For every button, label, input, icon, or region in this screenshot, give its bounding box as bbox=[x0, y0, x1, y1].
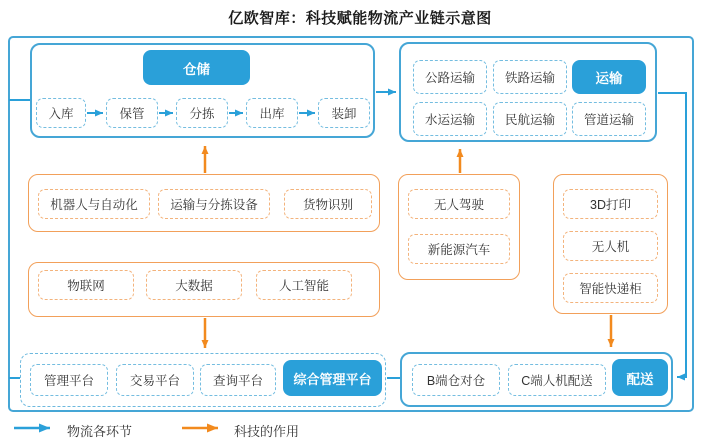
delivery-c-drone: C端人机配送 bbox=[508, 364, 606, 396]
tech-sorting-equipment: 运输与分拣设备 bbox=[158, 189, 270, 219]
step-outbound: 出库 bbox=[246, 98, 298, 128]
legend-technology-label: 科技的作用 bbox=[234, 424, 300, 439]
tech-drone: 无人机 bbox=[563, 231, 658, 261]
tech-3d-printing: 3D打印 bbox=[563, 189, 658, 219]
tech-robotics: 机器人与自动化 bbox=[38, 189, 150, 219]
step-loading: 装卸 bbox=[318, 98, 370, 128]
tech-ai: 人工智能 bbox=[256, 270, 352, 300]
delivery-b2b: B端仓对仓 bbox=[412, 364, 500, 396]
tech-autonomous-driving: 无人驾驶 bbox=[408, 189, 510, 219]
mode-road: 公路运输 bbox=[413, 60, 487, 94]
diagram-title: 亿欧智库：科技赋能物流产业链示意图 bbox=[228, 10, 492, 27]
tech-iot: 物联网 bbox=[38, 270, 134, 300]
platform-trading: 交易平台 bbox=[116, 364, 194, 396]
step-inbound: 入库 bbox=[36, 98, 86, 128]
transport-stage-button: 运输 bbox=[572, 60, 646, 94]
tech-big-data: 大数据 bbox=[146, 270, 242, 300]
mode-air: 民航运输 bbox=[493, 102, 567, 136]
mode-pipeline: 管道运输 bbox=[572, 102, 646, 136]
legend-logistics-label: 物流各环节 bbox=[67, 424, 133, 439]
tech-new-energy-vehicle: 新能源汽车 bbox=[408, 234, 510, 264]
tech-smart-locker: 智能快递柜 bbox=[563, 273, 658, 303]
step-sorting: 分拣 bbox=[176, 98, 228, 128]
delivery-stage-button: 配送 bbox=[612, 359, 668, 396]
platform-management: 管理平台 bbox=[30, 364, 108, 396]
step-storage: 保管 bbox=[106, 98, 158, 128]
platform-query: 查询平台 bbox=[200, 364, 276, 396]
tech-cargo-recognition: 货物识别 bbox=[284, 189, 372, 219]
integrated-platform-button: 综合管理平台 bbox=[283, 360, 382, 396]
mode-rail: 铁路运输 bbox=[493, 60, 567, 94]
warehouse-stage-button: 仓储 bbox=[143, 50, 250, 85]
mode-water: 水运运输 bbox=[413, 102, 487, 136]
